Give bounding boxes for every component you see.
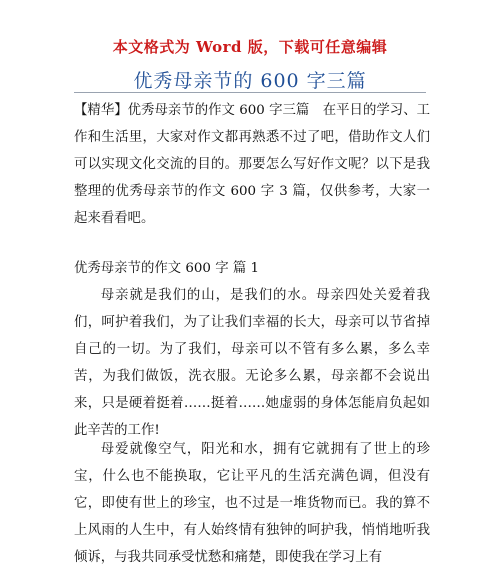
intro-text: 【精华】优秀母亲节的作文 600 字三篇 在平日的学习、工作和生活里，大家对作文都再熟悉不过了吧，借助作文人们可以实现文化交流的目的。那要怎么写好作文呢？以下是我整理的优秀母亲节的作文 600 字 3 篇，仅供参考，大家一起来看看吧。	[74, 103, 430, 226]
paragraph-text: 母爱就像空气，阳光和水，拥有它就拥有了世上的珍宝，什么也不能换取，它让平凡的生活充满色调，但没有它，即使有世上的珍宝，也不过是一堆货物而已。我的算不上风雨的人生中，有人始终情有独钟的呵护我，悄悄地听我倾诉，与我共同承受忧愁和痛楚，即使我在学习上有	[74, 442, 430, 565]
document-title: 优秀母亲节的 600 字三篇	[133, 70, 367, 92]
paragraph-text: 母亲就是我们的山，是我们的水。母亲四处关爱着我们，呵护着我们，为了让我们幸福的长大，母亲可以节省掉自己的一切。为了我们，母亲可以不管有多么累，多么幸苦，为我们做饭，洗衣服。无论多么累，母亲都不会说出来，只是硬着挺着……挺着……她虚弱的身体怎能肩负起如此辛苦的工作!	[74, 288, 430, 438]
intro-paragraph	[74, 97, 430, 232]
section-title-text: 优秀母亲节的作文 600 字 篇 1	[74, 261, 260, 276]
body-paragraph-2	[74, 436, 430, 571]
body-paragraph-1	[74, 282, 430, 444]
title-divider	[74, 92, 426, 93]
section-heading	[74, 255, 430, 282]
word-format-notice: 本文格式为 Word 版，下载可任意编辑	[112, 38, 388, 56]
